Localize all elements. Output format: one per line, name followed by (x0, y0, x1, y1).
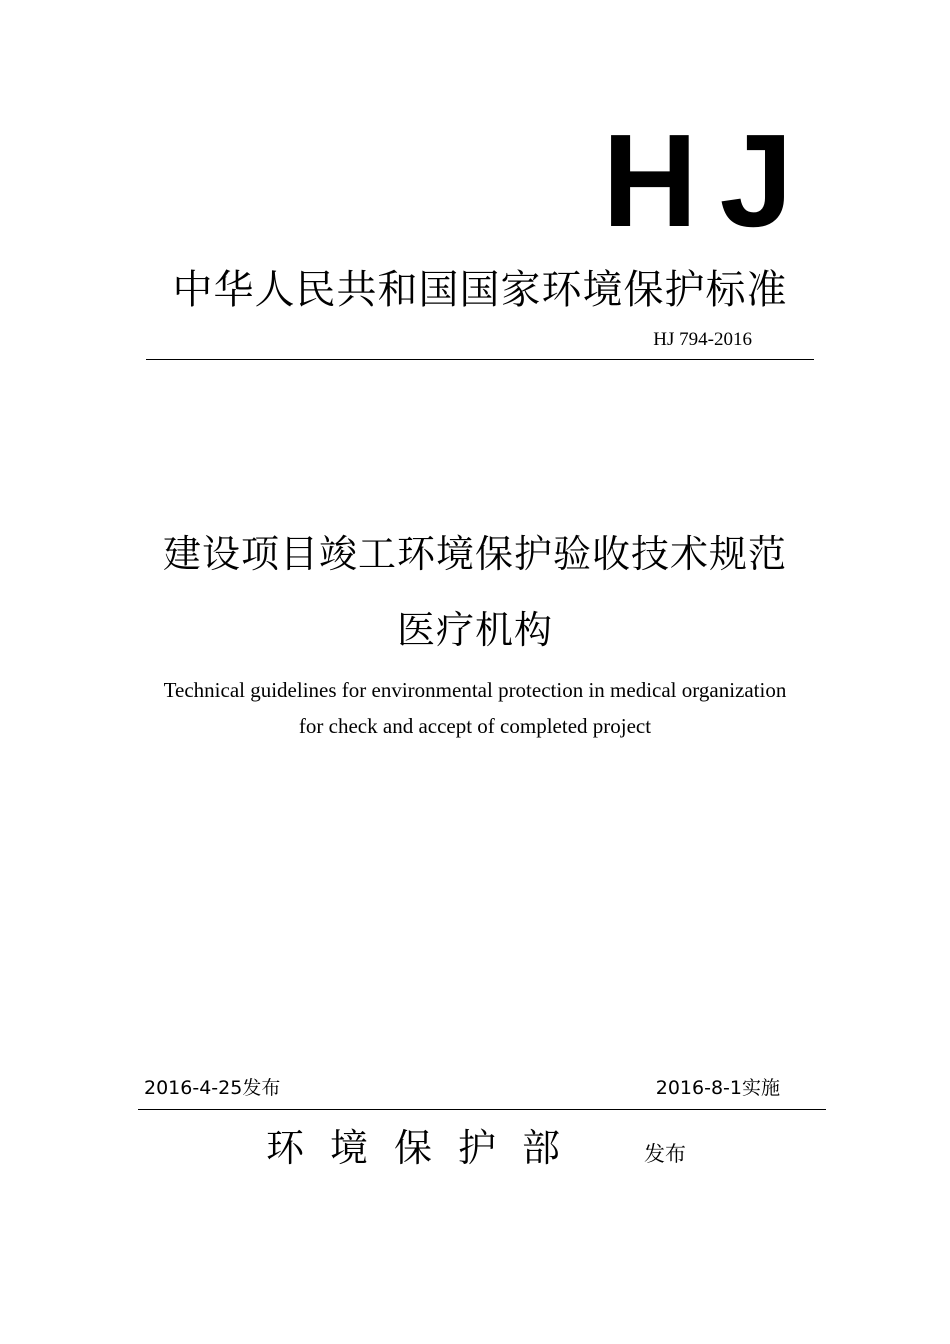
hj-logo: HJ (602, 107, 815, 254)
title-en-line1: Technical guidelines for environmental protection in medical organization (163, 678, 787, 702)
title-cn-line2: 医疗机构 (396, 608, 553, 652)
standard-code: HJ 794-2016 (653, 329, 752, 350)
standard-name: 中华人民共和国国家环境保护标准 (172, 267, 788, 313)
title-cn-line1: 建设项目竣工环境保护验收技术规范 (162, 532, 787, 576)
issuer-name: 环境保护部 (266, 1126, 587, 1170)
issuer-suffix: 发布 (644, 1142, 686, 1166)
bottom-divider (138, 1109, 826, 1110)
top-divider (146, 359, 814, 360)
title-en-line2: for check and accept of completed project (298, 714, 652, 738)
implementation-date: 2016-8-1实施 (655, 1077, 780, 1099)
issue-date: 2016-4-25发布 (144, 1077, 281, 1099)
